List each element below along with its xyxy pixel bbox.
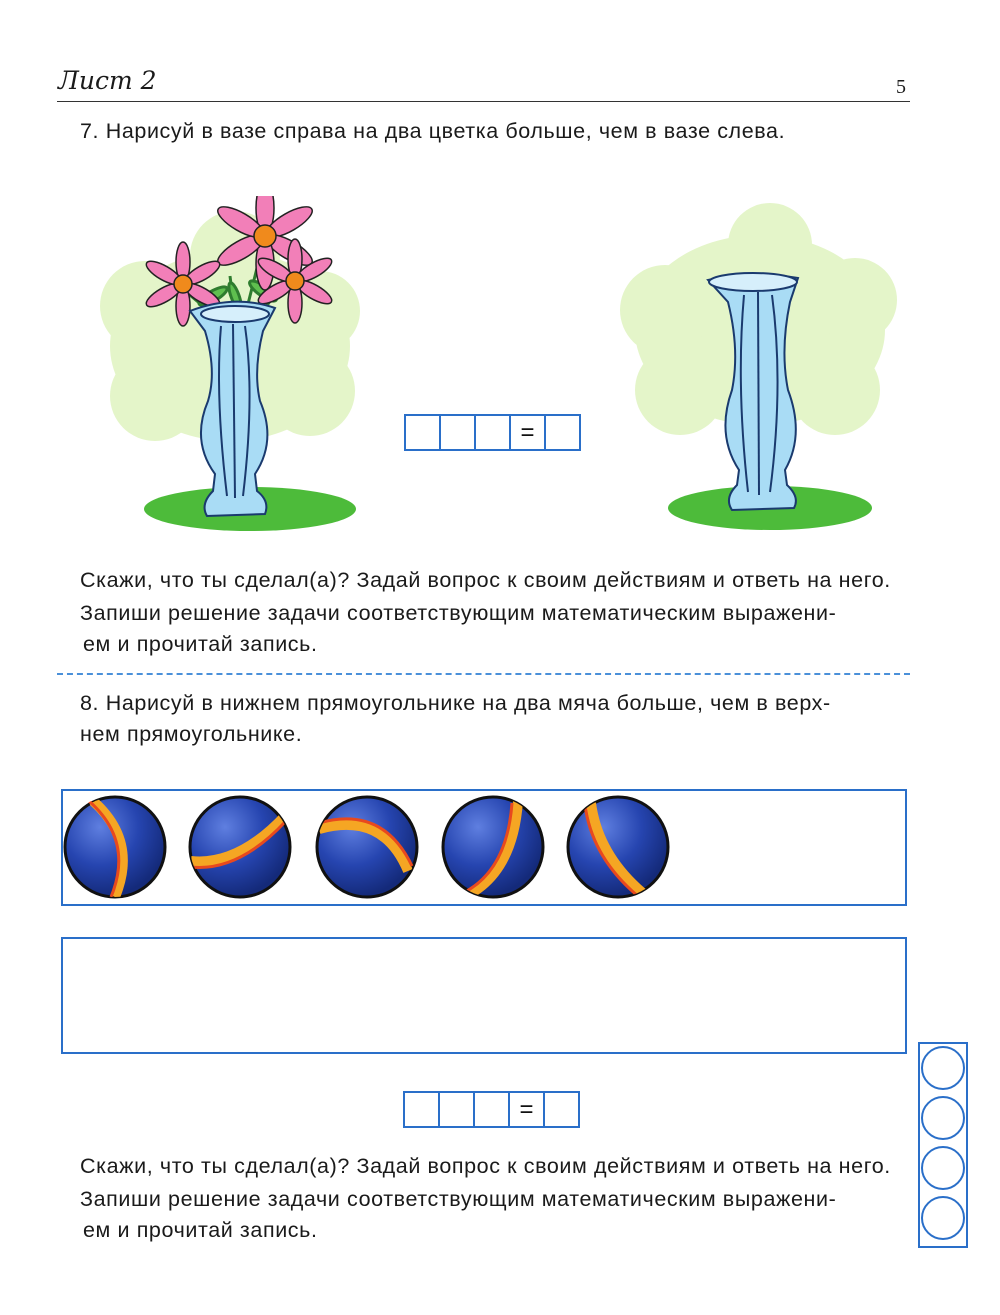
answer-cell[interactable] (441, 416, 476, 449)
instruction-line: Запиши решение задачи соответствующим математическим выражени- (80, 601, 837, 625)
header-rule (57, 101, 910, 102)
task-8-answer-boxes[interactable] (403, 1091, 580, 1128)
instruction-line: Запиши решение задачи соответствующим математическим выражени- (80, 1187, 837, 1211)
section-divider (57, 673, 910, 675)
task-8-text (80, 688, 920, 750)
task-7-answer-boxes[interactable] (404, 414, 581, 451)
bottom-drawing-rectangle[interactable] (61, 937, 907, 1054)
check-circle[interactable] (921, 1196, 965, 1240)
answer-cell[interactable] (546, 416, 579, 449)
task-7-question-text: Скажи, что ты сделал(а)? Задай вопрос к своим действиям и ответь на него. (80, 568, 891, 592)
balls-row (63, 791, 683, 904)
task-line: 8. Нарисуй в нижнем прямоугольнике на два мяча больше, чем в верх- (80, 691, 831, 715)
flower-vase-illustration (95, 196, 365, 536)
ball-icon (443, 797, 543, 897)
answer-equals-cell: = (510, 1093, 545, 1126)
task-7-instruction-text (80, 598, 925, 660)
task-8-instruction-text (80, 1184, 925, 1246)
task-line: нем прямоугольнике. (80, 722, 303, 746)
ball-icon (65, 797, 165, 897)
check-circle[interactable] (921, 1146, 965, 1190)
self-check-circles (918, 1042, 968, 1248)
answer-cell[interactable] (440, 1093, 475, 1126)
check-circle[interactable] (921, 1046, 965, 1090)
answer-cell[interactable] (406, 416, 441, 449)
answer-equals-cell: = (511, 416, 546, 449)
ball-icon (190, 797, 290, 897)
answer-cell[interactable] (405, 1093, 440, 1126)
answer-cell[interactable] (476, 416, 511, 449)
instruction-line: ем и прочитай запись. (83, 1218, 318, 1242)
page-number: 5 (896, 76, 906, 98)
ball-icon (568, 797, 668, 897)
sheet-title: Лист 2 (58, 66, 157, 95)
empty-vase-illustration[interactable] (620, 200, 900, 535)
answer-cell[interactable] (545, 1093, 578, 1126)
check-circle[interactable] (921, 1096, 965, 1140)
task-8-question-text: Скажи, что ты сделал(а)? Задай вопрос к своим действиям и ответь на него. (80, 1154, 891, 1178)
task-7-text: 7. Нарисуй в вазе справа на два цветка больше, чем в вазе слева. (80, 119, 786, 143)
answer-cell[interactable] (475, 1093, 510, 1126)
ball-icon (317, 797, 417, 897)
instruction-line: ем и прочитай запись. (83, 632, 318, 656)
